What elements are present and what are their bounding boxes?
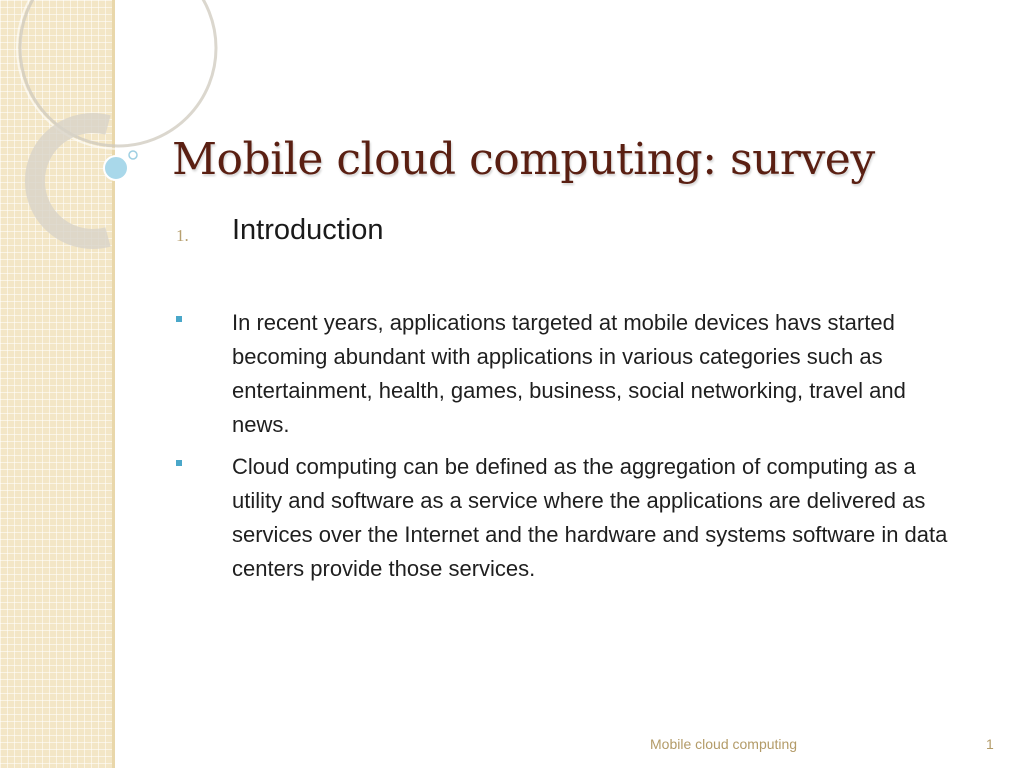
decorative-circles [0,0,160,260]
blue-dot-icon [104,156,128,180]
numbered-item [176,214,956,250]
bullet-text: In recent years, applications targeted at mobile devices havs started becoming abundant with applications in various categories such as entertainment, health, games, business, social networking, travel and news. [232,310,906,437]
item-heading: Introduction [232,214,384,246]
footer-text: Mobile cloud computing [650,736,798,752]
slide-title: Mobile cloud computing: survey [172,134,875,185]
page-number: 1 [986,736,994,752]
item-number: 1. [176,226,189,245]
square-bullet-icon [176,460,182,466]
square-bullet-icon [176,316,182,322]
small-dot-icon [129,151,137,159]
bullet-text: Cloud computing can be defined as the aggregation of computing as a utility and software as a service where the applications are delivered as services over the Internet and the hardware and systems software in data centers provide those services. [232,454,948,581]
